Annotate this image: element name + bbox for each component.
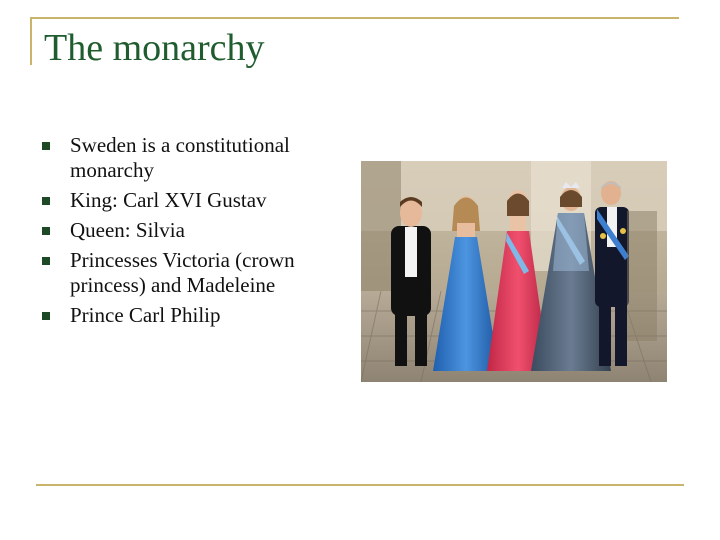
footer-line	[36, 484, 684, 486]
bullet-item	[42, 303, 352, 328]
bullet-square-icon	[42, 227, 50, 235]
bullet-square-icon	[42, 312, 50, 320]
bullet-item	[42, 248, 352, 298]
slide-title: The monarchy	[44, 27, 265, 69]
bullet-item	[42, 133, 352, 183]
bullet-item	[42, 218, 352, 243]
bullet-text: Princesses Victoria (crown princess) and Madeleine	[70, 248, 295, 297]
title-frame-top-line	[30, 17, 679, 19]
title-frame-left-line	[30, 17, 32, 65]
bullet-text: Prince Carl Philip	[70, 303, 221, 327]
bullet-text: Sweden is a constitutional monarchy	[70, 133, 290, 182]
bullet-square-icon	[42, 197, 50, 205]
bullet-square-icon	[42, 257, 50, 265]
bullet-square-icon	[42, 142, 50, 150]
bullet-text: King: Carl XVI Gustav	[70, 188, 267, 212]
bullet-list	[42, 133, 352, 333]
bullet-item	[42, 188, 352, 213]
bullet-text: Queen: Silvia	[70, 218, 185, 242]
royal-family-photo	[361, 161, 667, 382]
